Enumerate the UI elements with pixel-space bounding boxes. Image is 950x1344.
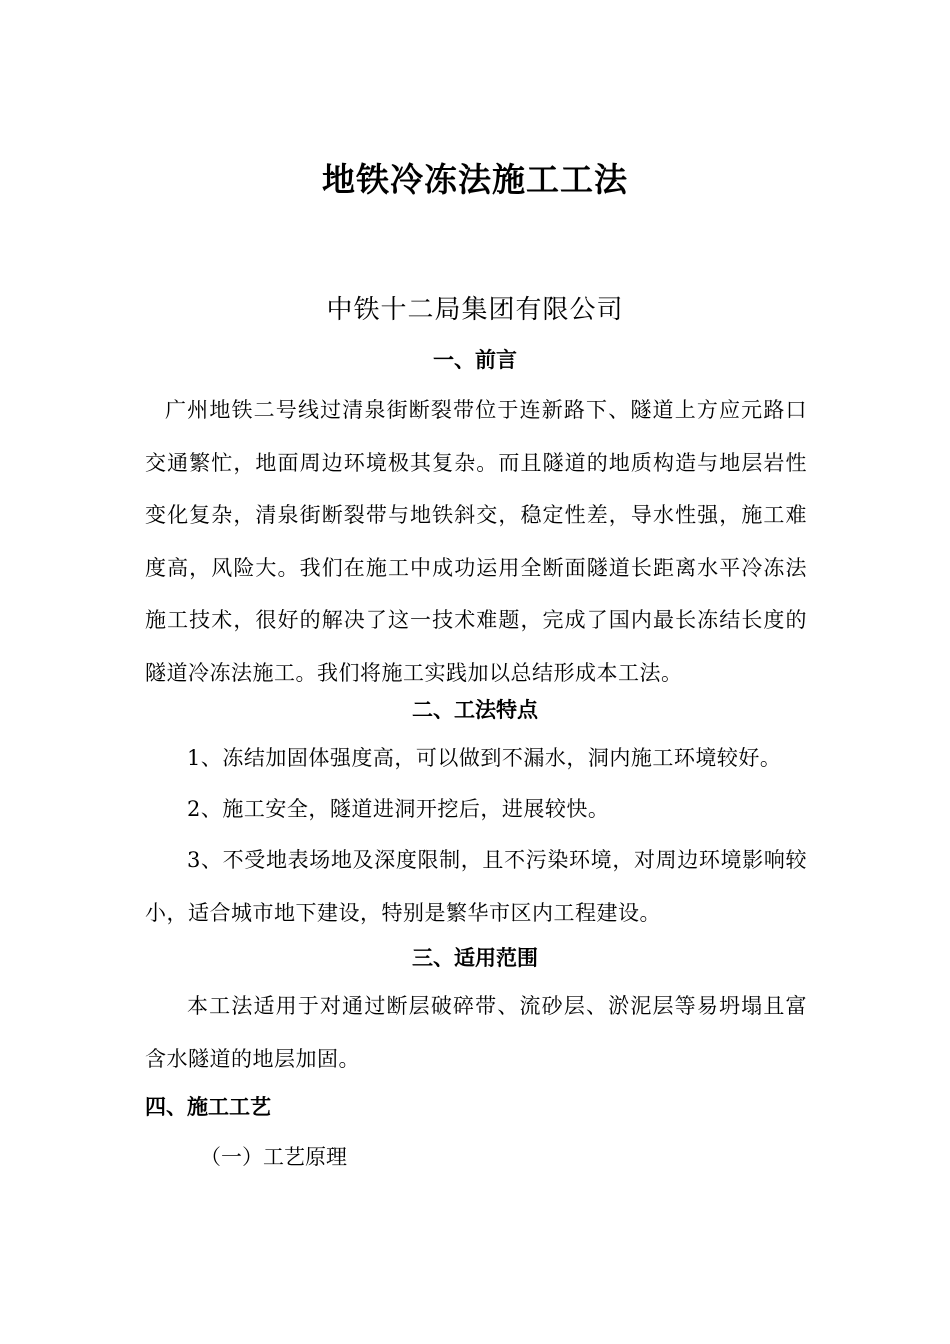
section-heading-scope: 三、适用范围 <box>412 946 538 970</box>
section-heading-process: 四、施工工艺 <box>145 1095 271 1119</box>
section-heading-preface: 一、前言 <box>433 348 517 372</box>
document-title: 地铁冷冻法施工工法 <box>322 160 628 199</box>
company-name: 中铁十二局集团有限公司 <box>326 295 624 325</box>
section-heading-features: 二、工法特点 <box>412 698 538 722</box>
feature-item-2: 2、施工安全，隧道进洞开挖后，进展较快。 <box>187 797 610 821</box>
preface-paragraph: 广州地铁二号线过清泉街断裂带位于连新路下、隧道上方应元路口交通繁忙，地面周边环境极其复杂。而且隧道的地质构造与地层岩性变化复杂，清泉街断裂带与地铁斜交，稳定性差，导水性强，施工难度高，风险大。我们在施工中成功运用全断面隧道长距离水平冷冻法施工技术，很好的解决了这一技术难题，完成了国内最长冻结长度的隧道冷冻法施工。我们将施工实践加以总结形成本工法。 <box>145 398 807 685</box>
subheading-process-principle: （一）工艺原理 <box>200 1145 347 1169</box>
feature-item-1: 1、冻结加固体强度高，可以做到不漏水，洞内施工环境较好。 <box>187 746 782 770</box>
feature-item-3: 3、不受地表场地及深度限制，且不污染环境，对周边环境影响较小，适合城市地下建设，特别是繁华市区内工程建设。 <box>145 848 807 925</box>
scope-paragraph: 本工法适用于对通过断层破碎带、流砂层、淤泥层等易坍塌且富含水隧道的地层加固。 <box>145 994 807 1071</box>
